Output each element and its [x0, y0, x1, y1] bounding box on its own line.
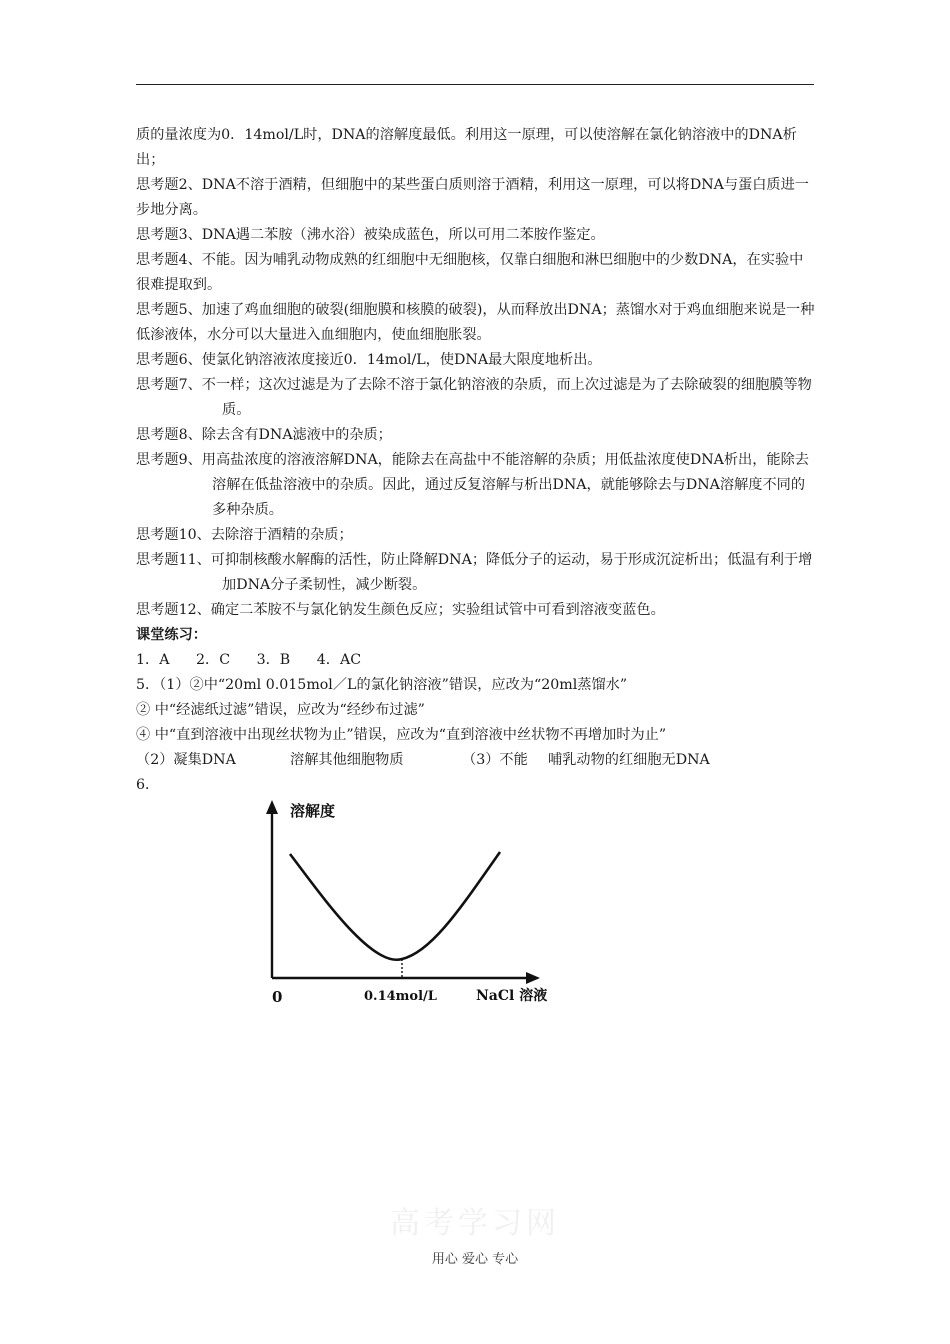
header-rule: [136, 84, 814, 85]
answer-5-part-2: （2）凝集DNA: [136, 752, 236, 768]
origin-label: 0: [272, 988, 283, 1006]
y-axis-arrow: [266, 800, 278, 814]
page-footer: 用心 爱心 专心: [431, 1252, 519, 1267]
x-axis-arrow: [526, 972, 540, 984]
answer-6-label: 6．: [136, 777, 160, 793]
watermark: 高考学习网: [390, 1206, 560, 1241]
x-axis-label: NaCl 溶液: [476, 988, 548, 1004]
question-6-answer: 思考题6、使氯化钠溶液浓度接近0．14mol/L，使DNA最大限度地析出。: [136, 352, 602, 368]
question-5-answer: 思考题5、加速了鸡血细胞的破裂(细胞膜和核膜的破裂)，从而释放出DNA；蒸馏水对于鸡血细胞来说是一种低渗液体，水分可以大量进入血细胞内，使血细胞胀裂。: [136, 302, 815, 343]
answer-5-parts: [136, 748, 816, 773]
question-3-answer: 思考题3、DNA遇二苯胺（沸水浴）被染成蓝色，所以可用二苯胺作鉴定。: [136, 227, 605, 243]
paragraph-q1-continued: 质的量浓度为0．14mol/L时，DNA的溶解度最低。利用这一原理，可以使溶解在氯化钠溶液中的DNA析出；: [136, 127, 797, 168]
question-10-answer: 思考题10、去除溶于酒精的杂质；: [136, 527, 353, 543]
answer-5-line-3: ④ 中“直到溶液中出现丝状物为止”错误，应改为“直到溶液中丝状物不再增加时为止”: [136, 727, 667, 743]
minimum-label: 0.14mol/L: [364, 989, 437, 1004]
answer-4: 4．AC: [316, 652, 362, 668]
question-4-answer: 思考题4、不能。因为哺乳动物成熟的红细胞中无细胞核，仅靠白细胞和淋巴细胞中的少数DNA，在实验中很难提取到。: [136, 252, 804, 293]
question-2-answer: 思考题2、DNA不溶于酒精，但细胞中的某些蛋白质则溶于酒精，利用这一原理，可以将DNA与蛋白质进一步地分离。: [136, 177, 809, 218]
solubility-graph: [262, 796, 562, 1006]
answer-1: 1．A: [136, 652, 170, 668]
answer-3: 3．B: [256, 652, 291, 668]
question-12-answer: 思考题12、确定二苯胺不与氯化钠发生颜色反应；实验组试管中可看到溶液变蓝色。: [136, 602, 665, 618]
answer-2: 2．C: [195, 652, 231, 668]
answer-5-part-3: （3）不能: [462, 752, 528, 768]
answer-5-line-1: 5．（1）②中“20ml 0.015mol／L的氯化钠溶液”错误，应改为“20ml蒸馏水”: [136, 677, 628, 693]
practice-title: 课堂练习：: [136, 627, 207, 643]
y-axis-label: 溶解度: [290, 802, 336, 820]
answer-5-line-2: ② 中“经滤纸过滤”错误，应改为“经纱布过滤”: [136, 702, 425, 718]
solubility-curve: [290, 852, 500, 960]
question-8-answer: 思考题8、除去含有DNA滤液中的杂质；: [136, 427, 392, 443]
document-body: [136, 123, 816, 798]
question-7-answer: 思考题7、不一样；这次过滤是为了去除不溶于氯化钠溶液的杂质，而上次过滤是为了去除破裂的细胞膜等物质。: [136, 377, 812, 418]
answer-5-part-3-reason: 哺乳动物的红细胞无DNA: [548, 752, 710, 768]
question-11-answer: 思考题11、可抑制核酸水解酶的活性，防止降解DNA；降低分子的运动，易于形成沉淀析出；低温有利于增加DNA分子柔韧性，减少断裂。: [136, 552, 813, 593]
answer-5-part-2-reason: 溶解其他细胞物质: [290, 752, 404, 768]
answers-1-4: [136, 648, 816, 673]
question-9-answer: 思考题9、用高盐浓度的溶液溶解DNA，能除去在高盐中不能溶解的杂质；用低盐浓度使DNA析出，能除去溶解在低盐溶液中的杂质。因此，通过反复溶解与析出DNA，就能够除去与DNA溶解度不同的多种杂质。: [136, 452, 809, 518]
